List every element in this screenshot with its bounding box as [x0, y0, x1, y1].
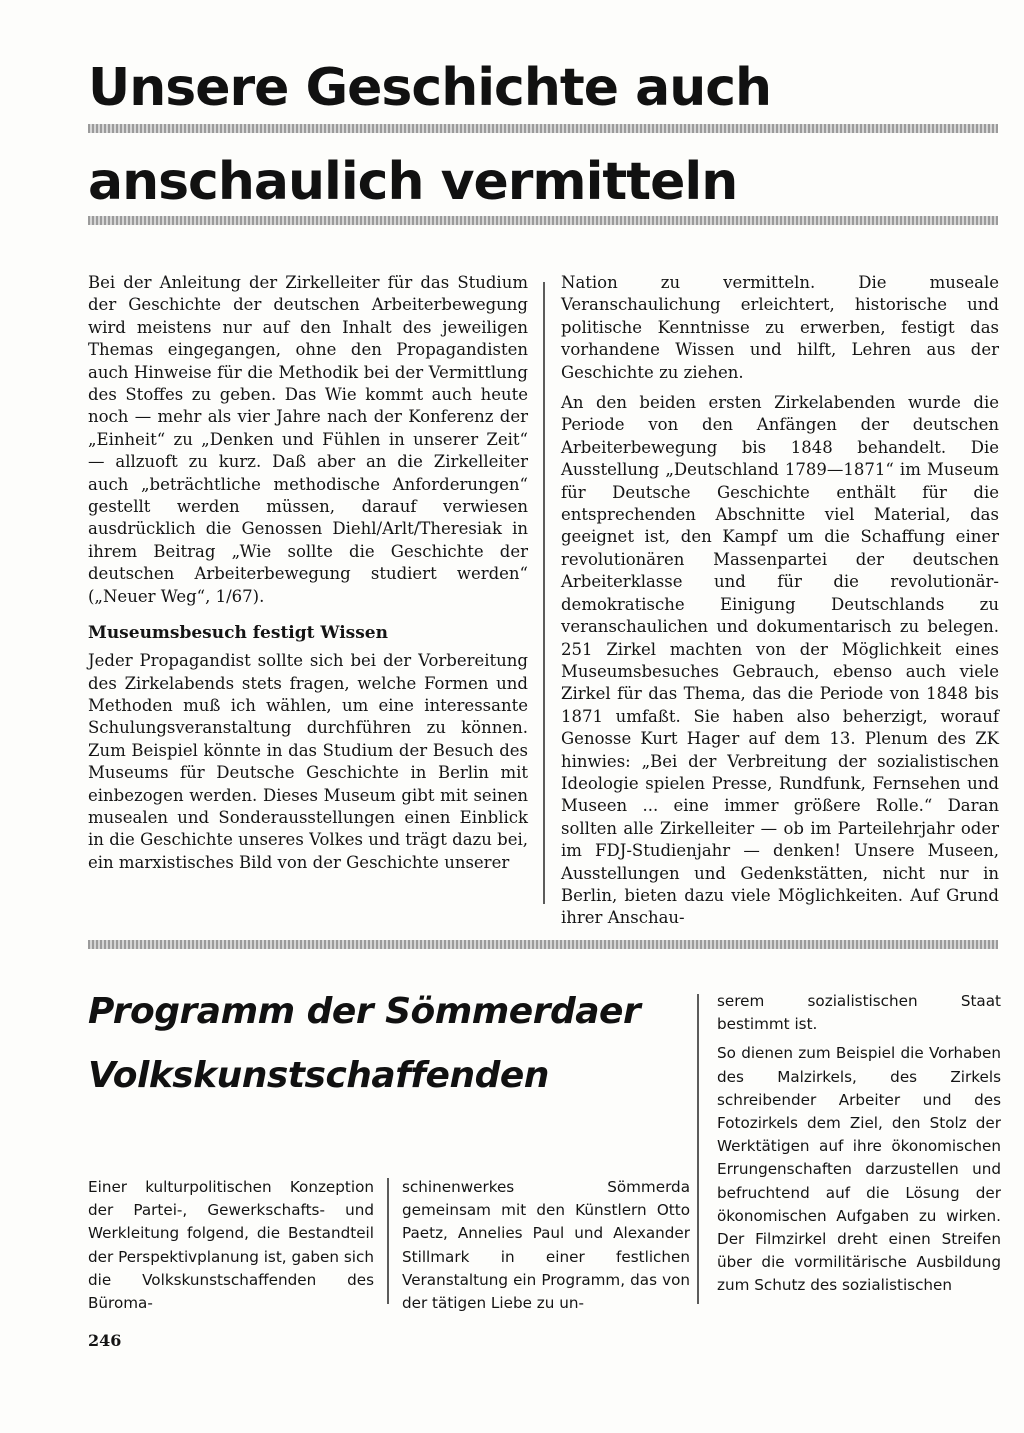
section-rule: [88, 940, 998, 949]
article2-paragraph: serem sozialistischen Staat bestimmt ist.: [717, 992, 1001, 1034]
article1-column-left: [88, 272, 528, 912]
article1-paragraph: An den beiden ersten Zirkelabenden wurde die Periode von den Anfängen der deutschen Arbeiterbewegung bis 1848 behandelt. Die Ausstellung „Deutschland 1789—1871“ im Museum für Deutsche Geschichte enthält für die entsprechenden Abschnitte viel Material, das geeignet ist, den Kampf um die Schaffung einer revolutionären Massenpartei der deutschen Arbeiterklasse und für die revolutionär-demokratische Einigung Deutschlands zu veranschaulichen und dokumentarisch zu belegen. 251 Zirkel machten von der Möglichkeit eines Museumsbesuches Gebrauch, ebenso auch viele Zirkel für das Thema, das die Periode von 1848 bis 1871 umfaßt. Sie haben also beherzigt, worauf Genosse Kurt Hager auf dem 13. Plenum des ZK hinwies: „Bei der Verbreitung der sozialistischen Ideologie spielen Presse, Rundfunk, Fernsehen und Museen ... eine immer größere Rolle.“ Daran sollten alle Zirkelleiter — ob im Parteilehrjahr oder im FDJ-Studienjahr — denken! Unsere Museen, Ausstellungen und Gedenkstätten, nicht nur in Berlin, bieten dazu viele Möglichkeiten. Auf Grund ihrer Anschau-: [561, 393, 999, 928]
article2-title-line1: Programm der Sömmerdaer: [88, 991, 641, 1032]
article1-paragraph: Jeder Propagandist sollte sich bei der Vorbereitung des Zirkelabends stets fragen, welche Formen und Methoden muß ich wählen, um eine interessante Schulungsveranstaltung durchführen zu können. Zum Beispiel könnte in das Studium der Besuch des Museums für Deutsche Geschichte in Berlin mit einbezogen werden. Dieses Museum gibt mit seinen musealen und Sonderausstellungen einen Einblick in die Geschichte unseres Volkes und trägt dazu bei, ein marxistisches Bild von der Geschichte unserer: [88, 651, 528, 872]
article1-paragraph: Bei der Anleitung der Zirkelleiter für das Studium der Geschichte der deutschen Arbeiterbewegung wird meistens nur auf den Inhalt des jeweiligen Themas eingegangen, ohne den Propagandisten auch Hinweise für die Methodik bei der Vermittlung des Stoffes zu geben. Das Wie kommt auch heute noch — mehr als vier Jahre nach der Konferenz der „Einheit“ zu „Denken und Fühlen in unserer Zeit“ — allzuoft zu kurz. Daß aber an die Zirkelleiter auch „beträchtliche methodische Anforderungen“ gestellt werden müssen, darauf verwiesen ausdrücklich die Genossen Diehl/Arlt/Theresiak in ihrem Beitrag „Wie sollte die Geschichte der deutschen Arbeiterbewegung studiert werden“ („Neuer Weg“, 1/67).: [88, 273, 528, 606]
column-divider: [543, 282, 545, 904]
article2-column-2: [402, 1176, 690, 1316]
article1-paragraph: Nation zu vermitteln. Die museale Veranschaulichung erleichtert, historische und politische Kenntnisse zu erwerben, festigt das vorhandene Wissen und hilft, Lehren aus der Geschichte zu ziehen.: [561, 273, 999, 382]
article2-paragraph: schinenwerkes Sömmerda gemeinsam mit den Künstlern Otto Paetz, Annelies Paul und Alexander Stillmark in einer festlichen Veranstaltung ein Programm, das von der tätigen Liebe zu un-: [402, 1178, 690, 1313]
article2-paragraph: Einer kulturpolitischen Konzeption der Partei-, Gewerkschafts- und Werkleitung folgend, die Bestandteil der Perspektivplanung ist, gaben sich die Volkskunstschaffenden des Büroma-: [88, 1178, 374, 1313]
column-divider: [697, 994, 699, 1304]
article2-column-3: [717, 990, 1001, 1308]
article2-title-line2: Volkskunstschaffenden: [88, 1055, 549, 1096]
article1-subheading: Museumsbesuch festigt Wissen: [88, 623, 388, 644]
article1-column-right: [561, 272, 999, 928]
article2-column-1: [88, 1176, 374, 1316]
article1-title-line2: anschaulich vermitteln: [88, 152, 738, 212]
page-number: 246: [88, 1331, 122, 1350]
article1-title-line1: Unsere Geschichte auch: [88, 58, 772, 118]
article2-paragraph: So dienen zum Beispiel die Vorhaben des Malzirkels, des Zirkels schreibender Arbeiter und des Fotozirkels dem Ziel, den Stolz der Werktätigen auf ihre ökonomischen Errungenschaften darzustellen und befruchtend auf die Lösung der ökonomischen Aufgaben zu wirken. Der Filmzirkel dreht einen Streifen über die vormilitärische Ausbildung zum Schutz des sozialistischen: [717, 1044, 1001, 1295]
column-divider: [387, 1178, 389, 1304]
title-rule-bottom: [88, 216, 998, 225]
title-rule-top: [88, 124, 998, 133]
